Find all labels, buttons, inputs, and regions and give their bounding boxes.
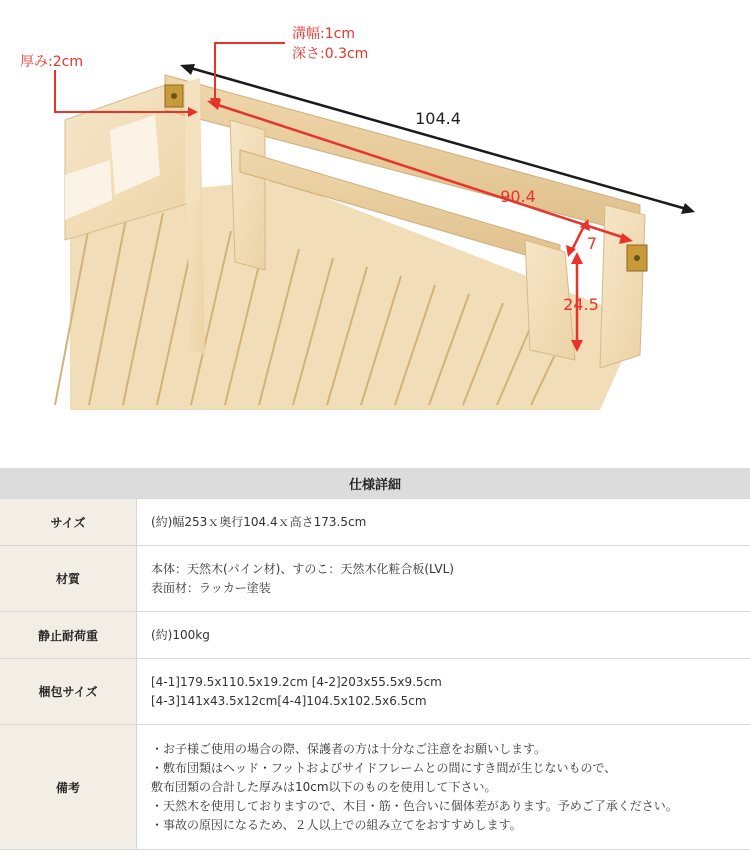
small-dim-label: 7 (586, 234, 598, 253)
inner-length-label: 90.4 (500, 187, 536, 206)
spec-row-material (0, 546, 750, 612)
spec-key: 材質 (0, 546, 137, 612)
spec-line: [4-3]141x43.5x12cm[4-4]104.5x102.5x6.5cm (151, 693, 427, 708)
spec-line: ・敷布団類はヘッド・フットおよびサイドフレームとの間にすき間が生じないもので、 (151, 760, 617, 775)
spec-key: 備考 (0, 725, 137, 850)
groove-depth-label: 深さ:0.3cm (292, 46, 369, 62)
spec-row-package (0, 659, 750, 725)
spec-key: サイズ (0, 499, 137, 546)
spec-line: ・お子様ご使用の場合の際、保護者の方は十分なご注意をお願いします。 (151, 741, 547, 756)
spec-line: (約)幅253ｘ奥行104.4ｘ高さ173.5cm (151, 514, 367, 529)
spec-line: 本体：天然木(パイン材)、すのこ：天然木化粧合板(LVL) (151, 561, 454, 576)
thickness-label: 厚み:2cm (20, 54, 83, 70)
groove-width-label: 溝幅:1cm (292, 26, 355, 42)
spec-title-row (0, 468, 750, 499)
spec-line: ・天然木を使用しておりますので、木目・筋・色合いに個体差があります。予めご了承ください。 (151, 798, 678, 813)
spec-table (0, 468, 750, 850)
spec-line: (約)100kg (151, 627, 210, 642)
spec-line: ・事故の原因になるため、２人以上での組み立てをおすすめします。 (151, 817, 522, 832)
bracket-right (627, 245, 647, 271)
bracket-left (165, 85, 183, 107)
spec-row-load (0, 612, 750, 659)
spec-title: 仕様詳細 (0, 468, 750, 499)
spec-value (137, 659, 750, 725)
spec-value (137, 725, 750, 850)
spec-value (137, 546, 750, 612)
height-label: 24.5 (563, 295, 599, 314)
overall-length-label: 104.4 (415, 109, 461, 128)
spec-row-notes (0, 725, 750, 850)
spec-value (137, 499, 750, 546)
spec-line: 表面材：ラッカー塗装 (151, 580, 271, 595)
spec-line: 敷布団類の合計した厚みは10cm以下のものを使用して下さい。 (151, 779, 497, 794)
spec-line: [4-1]179.5x110.5x19.2cm [4-2]203x55.5x9.5cm (151, 674, 442, 689)
spec-row-size (0, 499, 750, 546)
spec-key: 静止耐荷重 (0, 612, 137, 659)
spec-key: 梱包サイズ (0, 659, 137, 725)
spec-value (137, 612, 750, 659)
